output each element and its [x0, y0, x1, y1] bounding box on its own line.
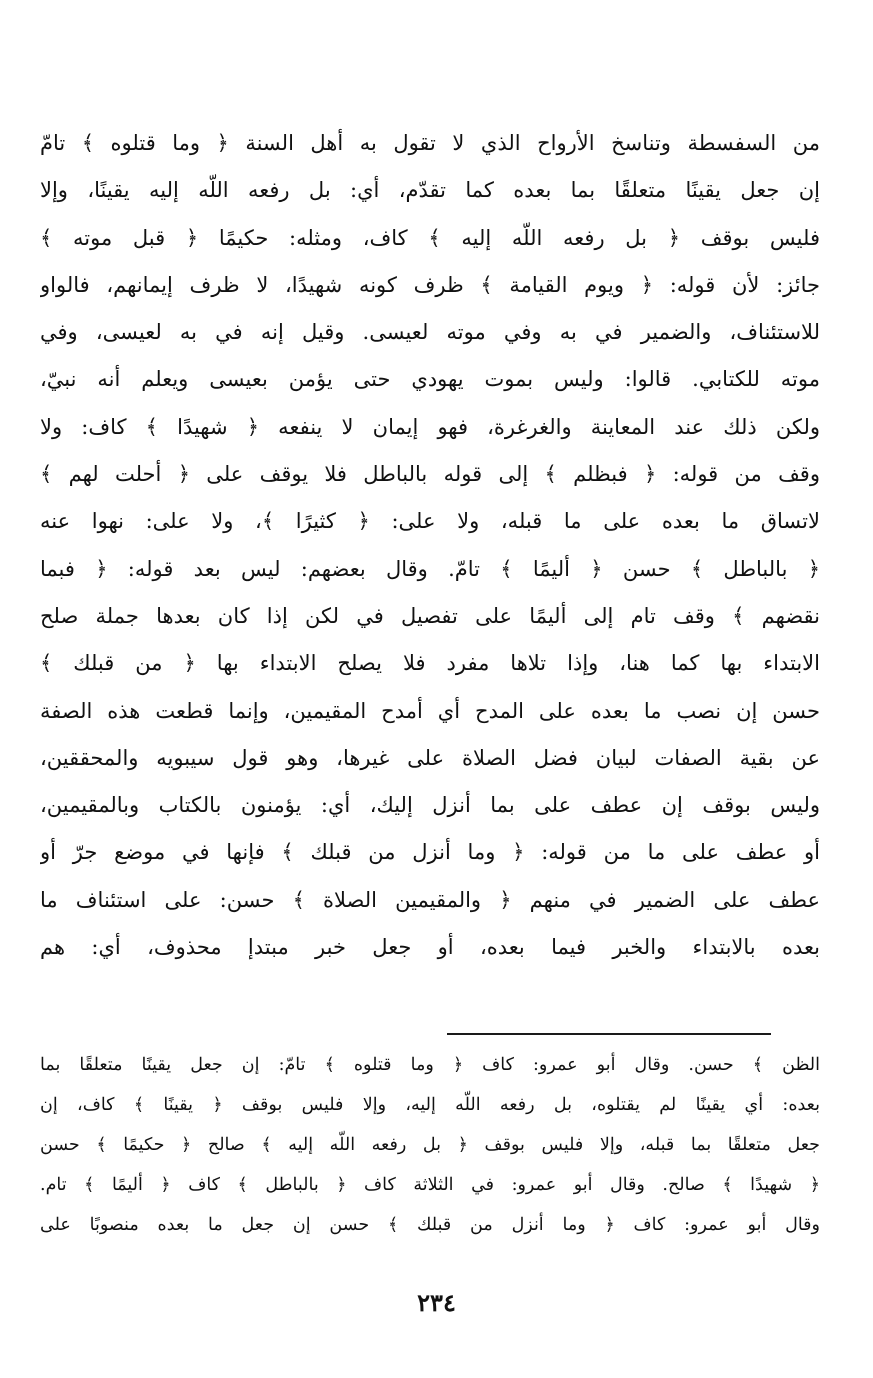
- footnote-line: الظن ﴾ حسن. وقال أبو عمرو: كاف ﴿ وما قتلوه ﴾ تامّ: إن جعل يقينًا متعلقًا بما: [40, 1055, 820, 1075]
- text-line: إن جعل يقينًا متعلقًا بما بعده كما تقدّم، أي: بل رفعه اللّه إليه يقينًا، وإلا: [40, 178, 820, 203]
- text-line: الابتداء بها كما هنا، وإذا تلاها مفرد فلا يصلح الابتداء بها ﴿ من قبلك ﴾: [40, 651, 820, 676]
- footnote-line: وقال أبو عمرو: كاف ﴿ وما أنزل من قبلك ﴾ حسن إن جعل ما بعده منصوبًا على: [40, 1215, 820, 1235]
- text-line: ولكن ذلك عند المعاينة والغرغرة، فهو إيمان لا ينفعه ﴿ شهيدًا ﴾ كاف: ولا: [40, 414, 820, 439]
- text-line: موته للكتابي. قالوا: وليس بموت يهودي حتى يؤمن بعيسى ويعلم أنه نبيّ،: [40, 367, 820, 392]
- text-line: عن بقية الصفات لبيان فضل الصلاة على غيرها، وهو قول سيبويه والمحققين،: [40, 745, 820, 770]
- text-line: وليس بوقف إن عطف على بما أنزل إليك، أي: يؤمنون بالكتاب وبالمقيمين،: [40, 793, 820, 818]
- footnote-line: بعده: أي يقينًا لم يقتلوه، بل رفعه اللّه إليه، وإلا فليس بوقف ﴿ يقينًا ﴾ كاف، إن: [40, 1095, 820, 1115]
- text-line: ﴿ بالباطل ﴾ حسن ﴿ أليمًا ﴾ تامّ. وقال بعضهم: ليس بعد قوله: ﴿ فبما: [40, 556, 820, 581]
- footnote-line: ﴿ شهيدًا ﴾ صالح. وقال أبو عمرو: في الثلاثة كاف ﴿ بالباطل ﴾ كاف ﴿ أليمًا ﴾ تام.: [40, 1175, 820, 1195]
- text-line: وقف من قوله: ﴿ فبظلم ﴾ إلى قوله بالباطل فلا يوقف على ﴿ أحلت لهم ﴾: [40, 462, 820, 487]
- text-line: من السفسطة وتناسخ الأرواح الذي لا تقول به أهل السنة ﴿ وما قتلوه ﴾ تامّ: [40, 131, 820, 155]
- main-text-block: [40, 120, 820, 971]
- text-line: لاتساق ما بعده على ما قبله، ولا على: ﴿ كثيرًا ﴾، ولا على: نهوا عنه: [40, 509, 820, 534]
- footnote-separator: [447, 1033, 771, 1035]
- text-line: حسن إن نصب ما بعده على المدح أي أمدح المقيمين، وإنما قطعت هذه الصفة: [40, 698, 820, 723]
- footnote-line: جعل متعلقًا بما قبله، وإلا فليس بوقف ﴿ بل رفعه اللّه إليه ﴾ صالح ﴿ حكيمًا ﴾ حسن: [40, 1135, 820, 1155]
- text-line: بعده بالابتداء والخبر فيما بعده، أو جعل خبر مبتدإ محذوف، أي: هم: [40, 935, 820, 960]
- footnotes-block: [40, 1045, 820, 1245]
- text-line: عطف على الضمير في منهم ﴿ والمقيمين الصلاة ﴾ حسن: على استئناف ما: [40, 887, 820, 912]
- text-line: أو عطف على ما من قوله: ﴿ وما أنزل من قبلك ﴾ فإنها في موضع جرّ أو: [40, 840, 820, 865]
- text-line: فليس بوقف ﴿ بل رفعه اللّه إليه ﴾ كاف، ومثله: حكيمًا ﴿ قبل موته ﴾: [40, 225, 820, 250]
- text-line: جائز: لأن قوله: ﴿ ويوم القيامة ﴾ ظرف كونه شهيدًا، لا ظرف إيمانهم، فالواو: [40, 272, 820, 297]
- text-line: للاستئناف، والضمير في به وفي موته لعيسى. وقيل إنه في به لعيسى، وفي: [40, 320, 820, 345]
- text-line: نقضهم ﴾ وقف تام إلى أليمًا على تفصيل في لكن إذا كان بعدها جملة صلح: [40, 603, 820, 628]
- page-number: ٢٣٤: [417, 1288, 456, 1317]
